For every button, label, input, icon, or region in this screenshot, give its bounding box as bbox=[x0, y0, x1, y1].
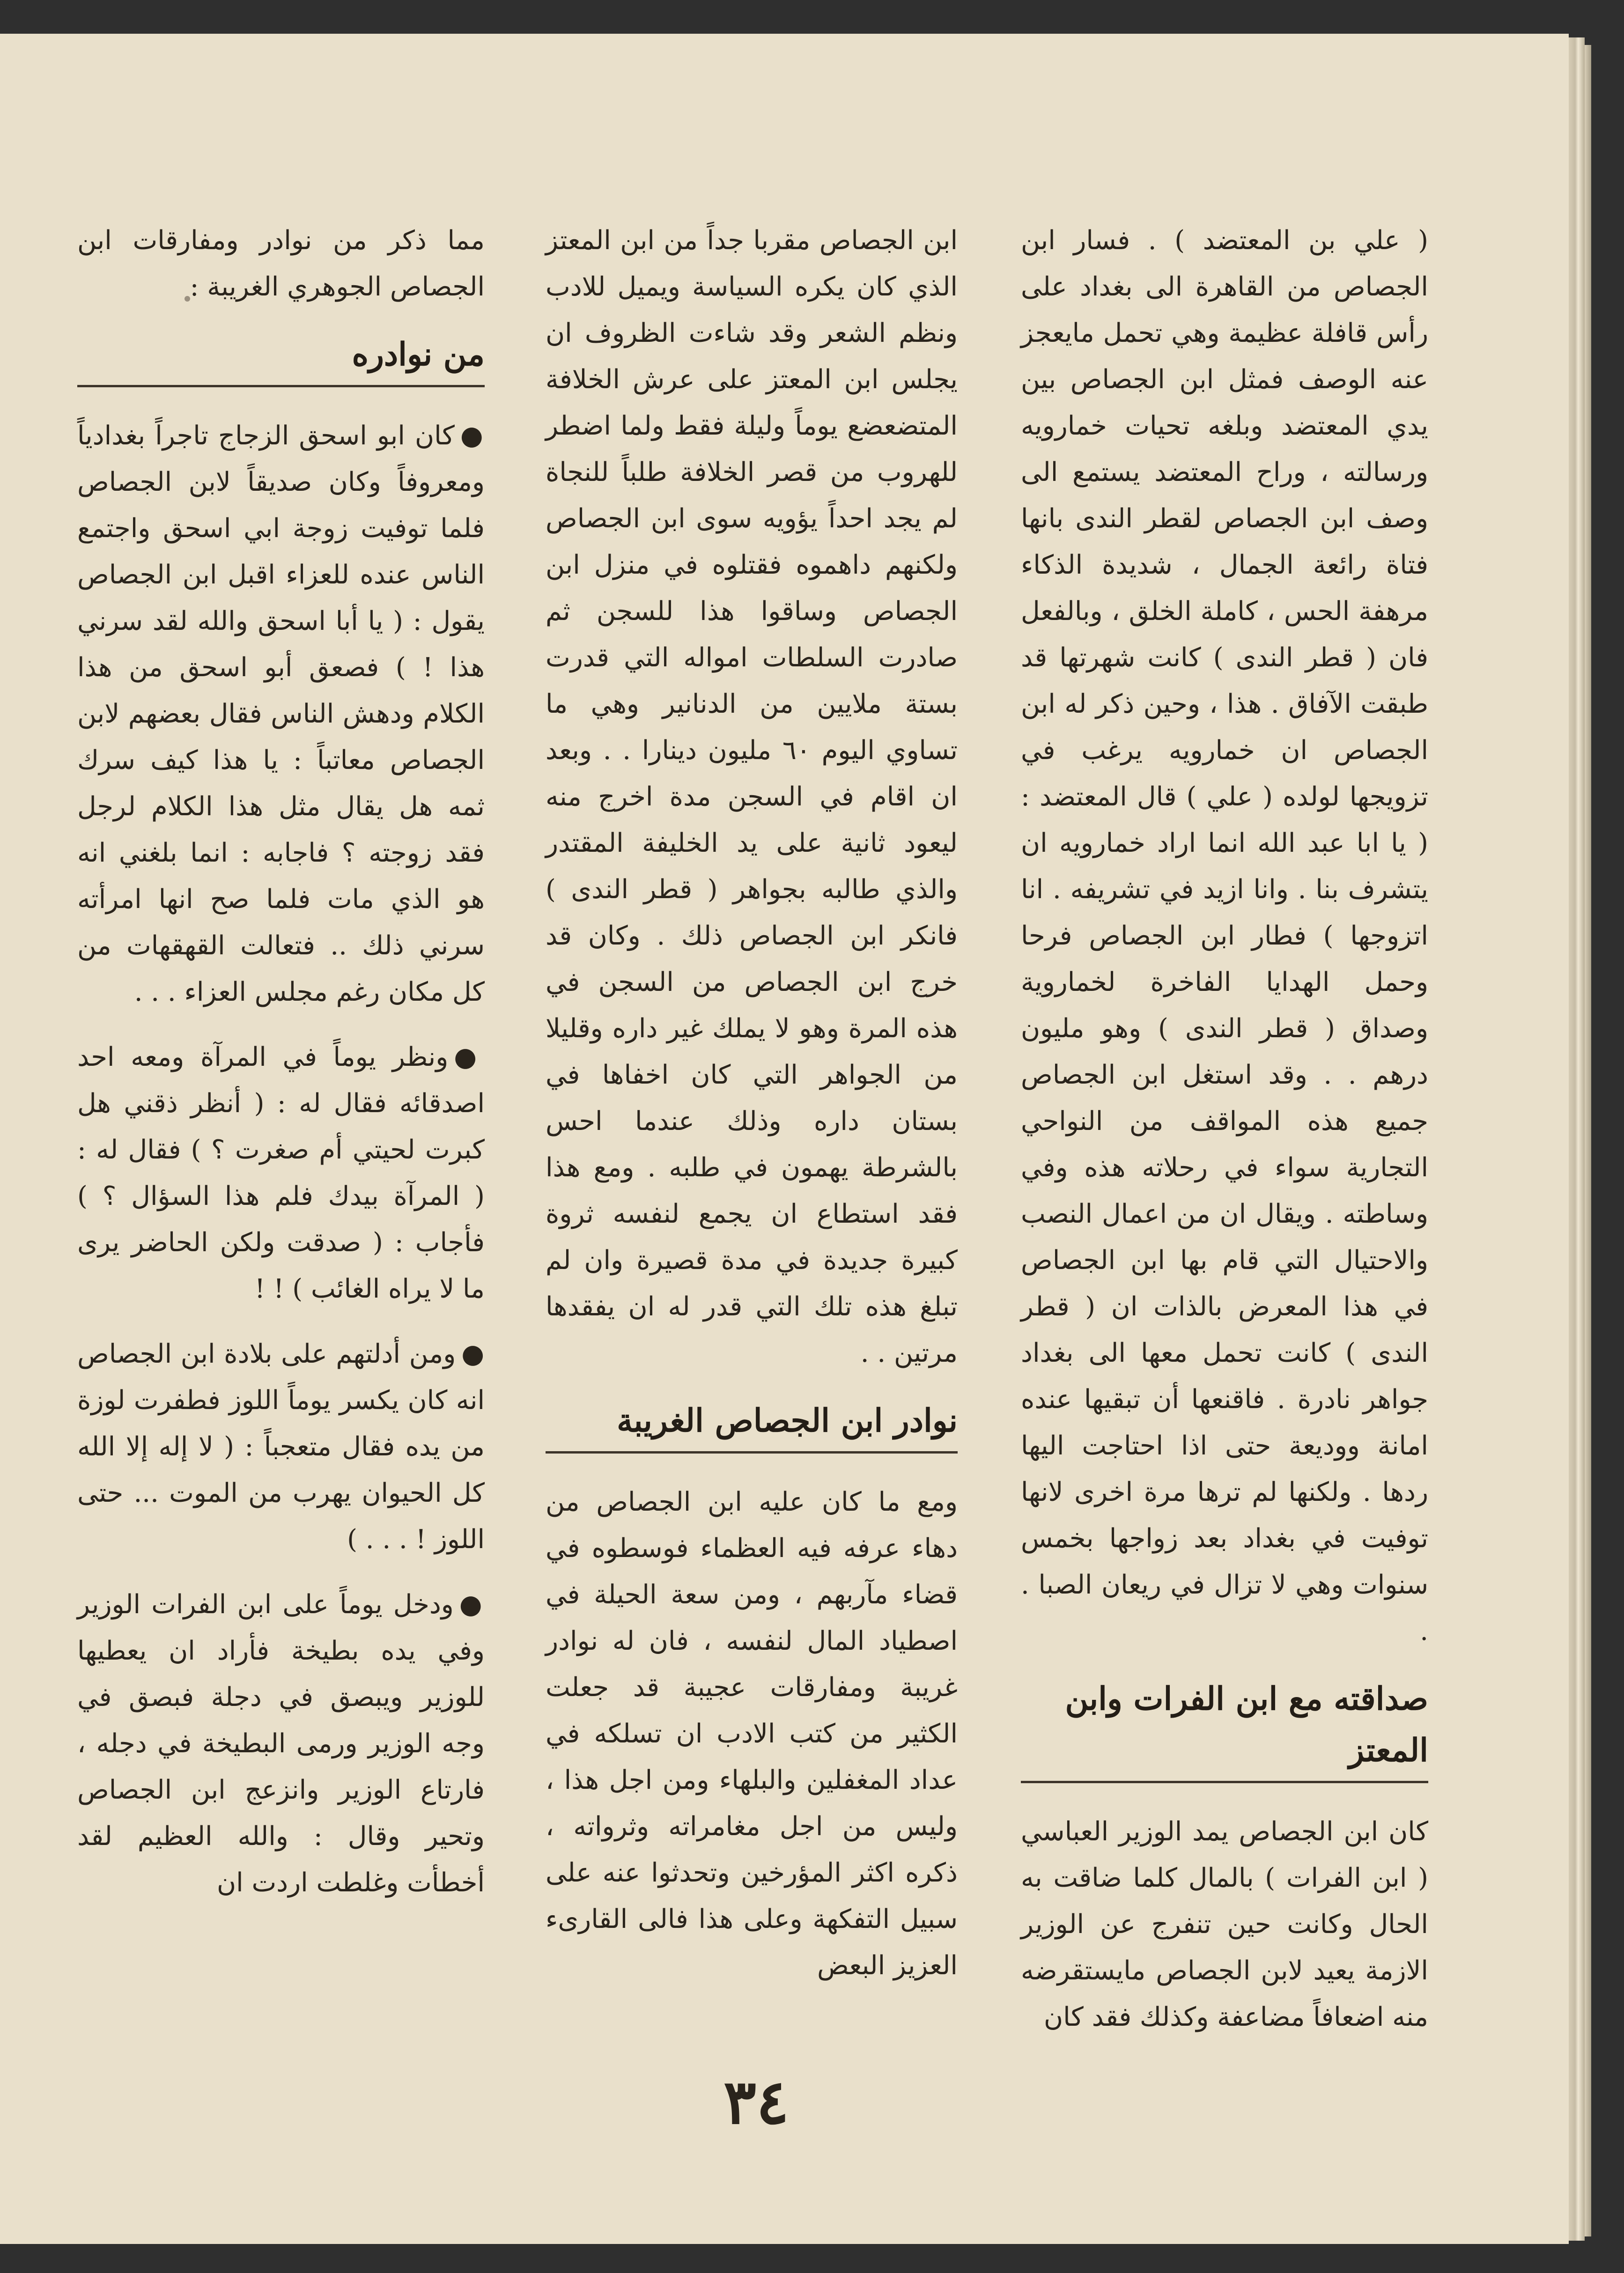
bullet-icon: ● bbox=[460, 421, 485, 451]
paragraph: ابن الجصاص مقربا جداً من ابن المعتز الذي كان يكره السياسة ويميل للادب ونظم الشعر وقد شاءت الظروف ان يجلس ابن المعتز على عرش الخلافة المتضعضع يوماً وليلة فقط ولما اضطر للهروب من قصر الخلافة طلباً للنجاة لم يجد احداً يؤويه سوى ابن الجصاص ولكنهم داهموه فقتلوه في منزل ابن الجصاص وساقوا هذا للسجن ثم صادرت السلطات امواله التي قدرت بستة ملايين من الدنانير وهي ما تساوي اليوم ٦٠ مليون دينارا . . وبعد ان اقام في السجن مدة اخرج منه ليعود ثانية على يد الخليفة المقتدر والذي طالبه بجواهر ( قطر الندى ) فانكر ابن الجصاص ذلك . وكان قد خرج ابن الجصاص من السجن في هذه المرة وهو لا يملك غير داره وقليلا من الجواهر التي كان اخفاها في بستان داره وذلك عندما احس بالشرطة يهمون في طلبه . ومع هذا فقد استطاع ان يجمع لنفسه ثروة كبيرة جديدة في مدة قصيرة وان لم تبلغ هذه تلك التي قدر له ان يفقدها مرتين . . bbox=[546, 225, 958, 1368]
heading-rule bbox=[1021, 1781, 1428, 1783]
section-heading: من نوادره bbox=[352, 336, 485, 373]
section-heading: صداقته مع ابن الفرات وابن المعتز bbox=[1065, 1680, 1428, 1769]
magazine-page bbox=[0, 34, 1569, 2244]
bullet-item: ●ونظر يوماً في المرآة ومعه احد اصدقائه فقال له : ( أنظر ذقني هل كبرت لحيتي أم صغرت ؟ ) فقال له : ( المرآة بيدك فلم هذا السؤال ؟ ) فأجاب : ( صدقت ولكن الحاضر يرى ما لا يراه الغائب ) ! ! bbox=[77, 1042, 485, 1304]
column-right bbox=[1021, 217, 1428, 2059]
bullet-item: ●كان ابو اسحق الزجاج تاجراً بغدادياً ومعروفاً وكان صديقاً لابن الجصاص فلما توفيت زوجة ابي اسحق واجتمع الناس عنده للعزاء اقبل ابن الجصاص يقول : ( يا أبا اسحق والله لقد سرني هذا ! ) فصعق أبو اسحق من هذا الكلام ودهش الناس فقال بعضهم لابن الجصاص معاتباً : يا هذا كيف سرك ثمه هل يقال مثل هذا الكلام لرجل فقد زوجته ؟ فاجابه : انما بلغني انه هو الذي مات فلما صح انها امرأته سرني ذلك .. فتعالت القهقهات من كل مكان رغم مجلس العزاء . . . bbox=[77, 421, 485, 1007]
paragraph: ومع ما كان عليه ابن الجصاص من دهاء عرفه فيه العظماء فوسطوه في قضاء مآربهم ، ومن سعة الحيلة في اصطياد المال لنفسه ، فان له نوادر غريبة ومفارقات عجيبة قد جعلت الكثير من كتب الادب ان تسلكه في عداد المغفلين والبلهاء ومن اجل هذا ، وليس من اجل مغامراته وثرواته ، ذكره اكثر المؤرخين وتحدثوا عنه على سبيل التفكهة وعلى هذا فالى القارىء العزيز البعض bbox=[546, 1487, 958, 1981]
paper-speck bbox=[185, 296, 190, 302]
page-number: ٣٤ bbox=[723, 2066, 789, 2138]
bullet-item: ●ودخل يوماً على ابن الفرات الوزير وفي يده بطيخة فأراد ان يعطيها للوزير ويبصق في دجلة فبصق في وجه الوزير ورمى البطيخة في دجله ، فارتاع الوزير وانزعج ابن الجصاص وتحير وقال : والله العظيم لقد أخطأت وغلطت اردت ان bbox=[77, 1589, 485, 1898]
heading-rule bbox=[546, 1451, 958, 1454]
section-heading: نوادر ابن الجصاص الغريبة bbox=[617, 1402, 958, 1439]
column-middle bbox=[546, 217, 958, 2007]
bullet-icon: ● bbox=[459, 1589, 485, 1620]
page-edge-shadow bbox=[1585, 45, 1591, 2236]
paragraph: مما ذكر من نوادر ومفارقات ابن الجصاص الجوهري الغريبة : bbox=[77, 225, 485, 302]
bullet-icon: ● bbox=[454, 1042, 485, 1072]
page-edge bbox=[1569, 37, 1585, 2241]
paragraph: ( علي بن المعتضد ) . فسار ابن الجصاص من القاهرة الى بغداد على رأس قافلة عظيمة وهي تحمل مايعجز عنه الوصف فمثل ابن الجصاص بين يدي المعتضد وبلغه تحيات خمارويه ورسالته ، وراح المعتضد يستمع الى وصف ابن الجصاص لقطر الندى بانها فتاة رائعة الجمال ، شديدة الذكاء مرهفة الحس ، كاملة الخلق ، وبالفعل فان ( قطر الندى ) كانت شهرتها قد طبقت الآفاق . هذا ، وحين ذكر له ابن الجصاص ان خمارويه يرغب في تزويجها لولده ( علي ) قال المعتضد : ( يا ابا عبد الله انما اراد خمارويه ان يتشرف بنا . وانا ازيد في تشريفه . انا اتزوجها ) فطار ابن الجصاص فرحا وحمل الهدايا الفاخرة لخماروية وصداق ( قطر الندى ) وهو مليون درهم . . وقد استغل ابن الجصاص جميع هذه المواقف من النواحي التجارية سواء في رحلاته هذه وفي وساطته . ويقال ان من اعمال النصب والاحتيال التي قام بها ابن الجصاص في هذا المعرض بالذات ان ( قطر الندى ) كانت تحمل معها الى بغداد جواهر نادرة . فاقنعها أن تبقيها عنده امانة ووديعة حتى اذا احتاجت اليها ردها . ولكنها لم ترها مرة اخرى لانها توفيت في بغداد بعد زواجها بخمس سنوات وهي لا تزال في ريعان الصبا . . bbox=[1021, 225, 1429, 1646]
bullet-item: ●ومن أدلتهم على بلادة ابن الجصاص انه كان يكسر يوماً اللوز فطفرت لوزة من يده فقال متعجباً : ( لا إله إلا الله كل الحيوان يهرب من الموت ... حتى اللوز ! . . . ) bbox=[77, 1339, 485, 1555]
column-left bbox=[77, 217, 485, 1925]
paragraph: كان ابن الجصاص يمد الوزير العباسي ( ابن الفرات ) بالمال كلما ضاقت به الحال وكانت حين تنفرج عن الوزير الازمة يعيد لابن الجصاص مايستقرضه منه اضعافاً مضاعفة وكذلك فقد كان bbox=[1021, 1816, 1428, 2032]
heading-rule bbox=[77, 385, 485, 387]
bullet-icon: ● bbox=[461, 1339, 485, 1369]
